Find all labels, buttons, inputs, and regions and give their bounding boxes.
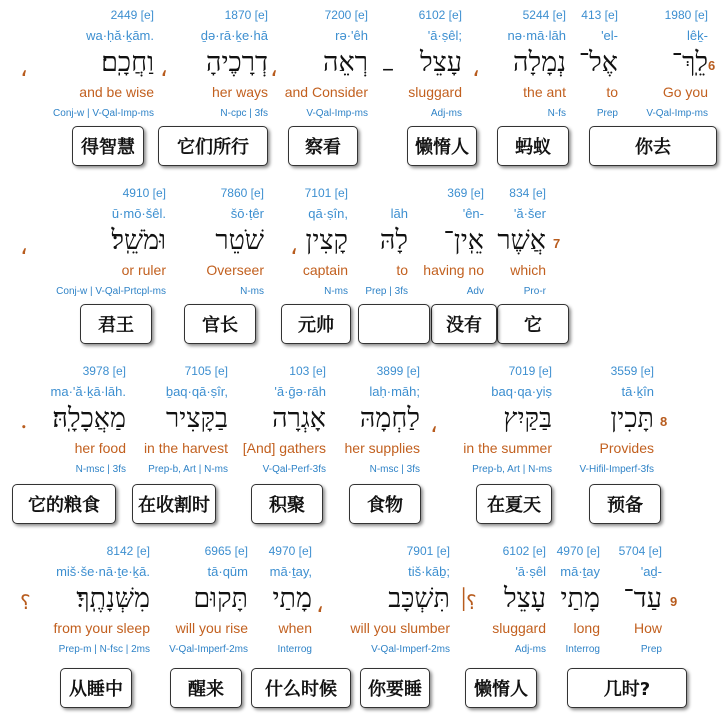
transliteration: 'ā·ṣêl;	[427, 28, 462, 43]
hebrew-word: אֲשֶׁר	[497, 225, 546, 256]
english-gloss: will you slumber	[350, 620, 450, 636]
chinese-gloss[interactable]: 它	[497, 304, 569, 344]
strongs-number[interactable]: 8142 [e]	[106, 544, 150, 558]
morphology[interactable]: V-Qal-Imp-ms	[646, 108, 708, 119]
word-column	[554, 356, 654, 475]
morphology[interactable]: N-ms	[240, 286, 264, 297]
chinese-gloss[interactable]: 懒惰人	[465, 668, 537, 708]
chinese-gloss[interactable]: 蚂蚁	[497, 126, 569, 166]
word-column	[618, 0, 708, 119]
comma-mark: ،	[20, 54, 28, 82]
english-gloss: her food	[74, 440, 126, 456]
morphology[interactable]: Prep	[640, 644, 662, 655]
transliteration: 'ā·ṣêl	[515, 564, 546, 579]
chinese-gloss[interactable]	[358, 304, 430, 344]
pipe-mark: ׀	[458, 588, 470, 612]
strongs-number[interactable]: 4970 [e]	[556, 544, 600, 558]
strongs-number[interactable]: 369 [e]	[447, 186, 484, 200]
hebrew-word: קָצִין	[305, 225, 348, 256]
word-column	[540, 536, 600, 655]
transliteration: 'el-	[601, 28, 618, 43]
verse-number: 9	[670, 594, 678, 609]
strongs-number[interactable]: 7105 [e]	[184, 364, 228, 378]
maqaf-dash: –	[382, 54, 394, 82]
word-column	[486, 0, 566, 119]
word-column	[16, 356, 126, 475]
hebrew-word: וּמֹשֵֽׁל׃	[111, 225, 166, 256]
chinese-gloss[interactable]: 懒惰人	[407, 126, 477, 166]
transliteration: laḥ·māh;	[369, 384, 420, 399]
strongs-number[interactable]: 4910 [e]	[122, 186, 166, 200]
transliteration: lāh	[390, 206, 408, 221]
word-column	[382, 0, 462, 119]
hebrew-word: בַקָּצִיר	[166, 403, 228, 434]
chinese-gloss[interactable]: 预备	[589, 484, 661, 524]
chinese-gloss[interactable]: 积聚	[251, 484, 323, 524]
question-mark: ؟	[20, 590, 31, 614]
strongs-number[interactable]: 7200 [e]	[324, 8, 368, 22]
verse-number: 8	[660, 414, 668, 429]
strongs-number[interactable]: 4970 [e]	[268, 544, 312, 558]
hebrew-word: לַחְמָהּ	[359, 403, 420, 434]
hebrew-word: מָתַי	[272, 583, 312, 614]
strongs-number[interactable]: 3559 [e]	[610, 364, 654, 378]
morphology[interactable]: V-Qal-Perf-3fs	[262, 464, 326, 475]
strongs-number[interactable]: 103 [e]	[289, 364, 326, 378]
english-gloss: Overseer	[206, 262, 264, 278]
morphology[interactable]: Prep | 3fs	[365, 286, 408, 297]
strongs-number[interactable]: 7901 [e]	[406, 544, 450, 558]
transliteration: qā·ṣîn,	[308, 206, 348, 221]
chinese-gloss[interactable]: 君王	[80, 304, 152, 344]
english-gloss: in the harvest	[143, 440, 228, 456]
english-gloss: How	[633, 620, 662, 636]
strongs-number[interactable]: 5244 [e]	[522, 8, 566, 22]
english-gloss: from your sleep	[53, 620, 150, 636]
english-gloss: her ways	[211, 84, 268, 100]
transliteration: miš·še·nā·ṯe·ḵā.	[56, 564, 150, 579]
strongs-number[interactable]: 1870 [e]	[224, 8, 268, 22]
english-gloss: having no	[423, 262, 484, 278]
chinese-gloss[interactable]: 在夏天	[476, 484, 552, 524]
chinese-gloss[interactable]: 它的粮食	[12, 484, 116, 524]
chinese-gloss[interactable]: 从睡中	[60, 668, 132, 708]
english-gloss: will you rise	[175, 620, 248, 636]
morphology[interactable]: N-msc | 3fs	[75, 464, 126, 475]
strongs-number[interactable]: 413 [e]	[581, 8, 618, 22]
comma-mark: ،	[430, 410, 438, 438]
morphology[interactable]: Prep-m | N-fsc | 2ms	[58, 644, 150, 655]
strongs-number[interactable]: 6102 [e]	[418, 8, 462, 22]
morphology[interactable]: Prep-b, Art | N-ms	[148, 464, 228, 475]
comma-mark: ،	[270, 54, 278, 82]
verse-number: 7	[553, 236, 561, 251]
comma-mark: ،	[316, 590, 324, 618]
strongs-number[interactable]: 6965 [e]	[204, 544, 248, 558]
hebrew-word: אֶל־	[578, 47, 618, 78]
morphology[interactable]: N-cpc | 3fs	[220, 108, 268, 119]
hebrew-word: נְמָלָה	[513, 47, 566, 78]
chinese-gloss[interactable]: 在收割时	[132, 484, 216, 524]
morphology[interactable]: Interrog	[565, 644, 600, 655]
english-gloss: [And] gathers	[242, 440, 326, 456]
word-column	[558, 0, 618, 119]
transliteration: tā·qūm	[207, 564, 248, 579]
word-column	[26, 178, 166, 297]
hebrew-word: תָּקוּם	[193, 583, 248, 614]
hebrew-word: עָצֵל	[419, 47, 462, 78]
hebrew-word: מַאֲכָלָֽהּ׃	[52, 403, 126, 434]
morphology[interactable]: Conj-w | V-Qal-Imp-ms	[53, 108, 154, 119]
transliteration: lêḵ-	[687, 28, 708, 43]
word-column	[184, 178, 264, 297]
morphology[interactable]: V-Hifil-Imperf-3fs	[579, 464, 654, 475]
verse-number: 6	[708, 58, 716, 73]
transliteration: ḇaq·qā·ṣîr,	[165, 384, 228, 399]
morphology[interactable]: V-Qal-Imperf-2ms	[371, 644, 450, 655]
morphology[interactable]: V-Qal-Imp-ms	[306, 108, 368, 119]
morphology[interactable]: Prep-b, Art | N-ms	[472, 464, 552, 475]
hebrew-word: תִּשְׁכָּב	[388, 583, 450, 614]
chinese-gloss[interactable]: 食物	[349, 484, 421, 524]
comma-mark: ،	[290, 232, 298, 260]
word-column	[602, 536, 662, 655]
chinese-gloss[interactable]: 得智慧	[72, 126, 144, 166]
word-column	[348, 178, 408, 297]
morphology[interactable]: Conj-w | V-Qal-Prtcpl-ms	[56, 286, 166, 297]
word-column	[34, 0, 154, 119]
strongs-number[interactable]: 1980 [e]	[664, 8, 708, 22]
hebrew-word: מָתַי	[560, 583, 600, 614]
strongs-number[interactable]: 3978 [e]	[82, 364, 126, 378]
morphology[interactable]: N-ms	[324, 286, 348, 297]
word-column	[252, 536, 312, 655]
chinese-gloss[interactable]: 几时?	[567, 668, 687, 708]
hebrew-word: מִשְּׁנָתֶֽךָ׃	[76, 583, 150, 614]
comma-mark: ،	[472, 54, 480, 82]
strongs-number[interactable]: 2449 [e]	[110, 8, 154, 22]
transliteration: wa·ḥă·ḵām.	[86, 28, 154, 43]
word-column	[148, 536, 248, 655]
morphology[interactable]: V-Qal-Imperf-2ms	[169, 644, 248, 655]
english-gloss: sluggard	[408, 84, 462, 100]
english-gloss: long	[573, 620, 600, 636]
chinese-gloss[interactable]: 什么时候	[251, 668, 351, 708]
question-mark: ؟	[466, 590, 477, 614]
transliteration: 'ā·ḡə·rāh	[274, 384, 326, 399]
hebrew-word: תָּכִין	[610, 403, 654, 434]
strongs-number[interactable]: 7101 [e]	[304, 186, 348, 200]
english-gloss: captain	[302, 262, 348, 278]
english-gloss: sluggard	[492, 620, 546, 636]
morphology[interactable]: Adj-ms	[430, 108, 462, 119]
word-column	[30, 536, 150, 655]
chinese-gloss[interactable]: 你要睡	[360, 668, 430, 708]
morphology[interactable]: Pro-r	[523, 286, 546, 297]
transliteration: baq·qa·yiṣ	[491, 384, 552, 399]
transliteration: 'ă·šer	[513, 206, 546, 221]
transliteration: ḏə·rā·ḵe·hā	[200, 28, 268, 43]
strongs-number[interactable]: 834 [e]	[509, 186, 546, 200]
morphology[interactable]: N-msc | 3fs	[369, 464, 420, 475]
morphology[interactable]: Adj-ms	[514, 644, 546, 655]
english-gloss: to	[396, 262, 408, 278]
word-column	[466, 536, 546, 655]
word-column	[278, 178, 348, 297]
morphology[interactable]: N-fs	[547, 108, 566, 119]
transliteration: mā·ṯay,	[269, 564, 312, 579]
hebrew-word: וַחֲכָֽם׃	[101, 47, 154, 78]
hebrew-word: עָצֵל	[503, 583, 546, 614]
transliteration: rə·'êh	[335, 28, 368, 43]
word-column	[340, 536, 450, 655]
english-gloss: to	[606, 84, 618, 100]
english-gloss: which	[510, 262, 546, 278]
morphology[interactable]: Prep	[596, 108, 618, 119]
strongs-number[interactable]: 5704 [e]	[618, 544, 662, 558]
morphology[interactable]: Interrog	[277, 644, 312, 655]
hebrew-word: לֵֽךְ־	[671, 47, 708, 78]
word-column	[178, 0, 268, 119]
english-gloss: her supplies	[344, 440, 420, 456]
english-gloss: or ruler	[121, 262, 166, 278]
english-gloss: Provides	[599, 440, 654, 456]
chinese-gloss[interactable]: 没有	[431, 304, 497, 344]
hebrew-word: אָגְרָה	[272, 403, 326, 434]
word-column	[330, 356, 420, 475]
chinese-gloss[interactable]: 醒来	[170, 668, 242, 708]
hebrew-word: רְאֵה	[323, 47, 368, 78]
word-column	[452, 356, 552, 475]
english-gloss: and Consider	[284, 84, 368, 100]
hebrew-word: לָהּ	[379, 225, 408, 256]
english-gloss: and be wise	[79, 84, 154, 100]
strongs-number[interactable]: 6102 [e]	[502, 544, 546, 558]
transliteration: 'aḏ-	[640, 564, 662, 579]
transliteration: mā·ṯay	[560, 564, 600, 579]
english-gloss: Go you	[662, 84, 708, 100]
word-column	[476, 178, 546, 297]
morphology[interactable]: Adv	[466, 286, 484, 297]
transliteration: tā·ḵîn	[621, 384, 654, 399]
hebrew-word: שֹׁטֵר	[215, 225, 264, 256]
word-column	[278, 0, 368, 119]
transliteration: 'ên-	[462, 206, 484, 221]
transliteration: ma·'ă·ḵā·lāh.	[50, 384, 126, 399]
strongs-number[interactable]: 7019 [e]	[508, 364, 552, 378]
hebrew-word: אֵֽין־	[443, 225, 484, 256]
period-mark: .	[20, 406, 28, 434]
comma-mark: ،	[20, 232, 28, 260]
word-column	[414, 178, 484, 297]
english-gloss: when	[278, 620, 312, 636]
chinese-gloss[interactable]: 官长	[184, 304, 256, 344]
chinese-gloss[interactable]: 它们所行	[158, 126, 268, 166]
comma-mark: ،	[160, 54, 168, 82]
word-column	[118, 356, 228, 475]
hebrew-word: בַּקַּיִץ	[503, 403, 552, 434]
chinese-gloss[interactable]: 察看	[288, 126, 358, 166]
english-gloss: the ant	[523, 84, 566, 100]
hebrew-word: עַד־	[623, 583, 662, 614]
transliteration: ū·mō·šêl.	[111, 206, 166, 221]
transliteration: nə·mā·lāh	[507, 28, 566, 43]
english-gloss: in the summer	[463, 440, 552, 456]
transliteration: šō·ṭêr	[230, 206, 264, 221]
strongs-number[interactable]: 3899 [e]	[376, 364, 420, 378]
hebrew-word: דְרָכֶיהָ	[205, 47, 268, 78]
strongs-number[interactable]: 7860 [e]	[220, 186, 264, 200]
transliteration: tiš·kāḇ;	[408, 564, 450, 579]
word-column	[226, 356, 326, 475]
chinese-gloss[interactable]: 你去	[589, 126, 717, 166]
chinese-gloss[interactable]: 元帅	[281, 304, 351, 344]
